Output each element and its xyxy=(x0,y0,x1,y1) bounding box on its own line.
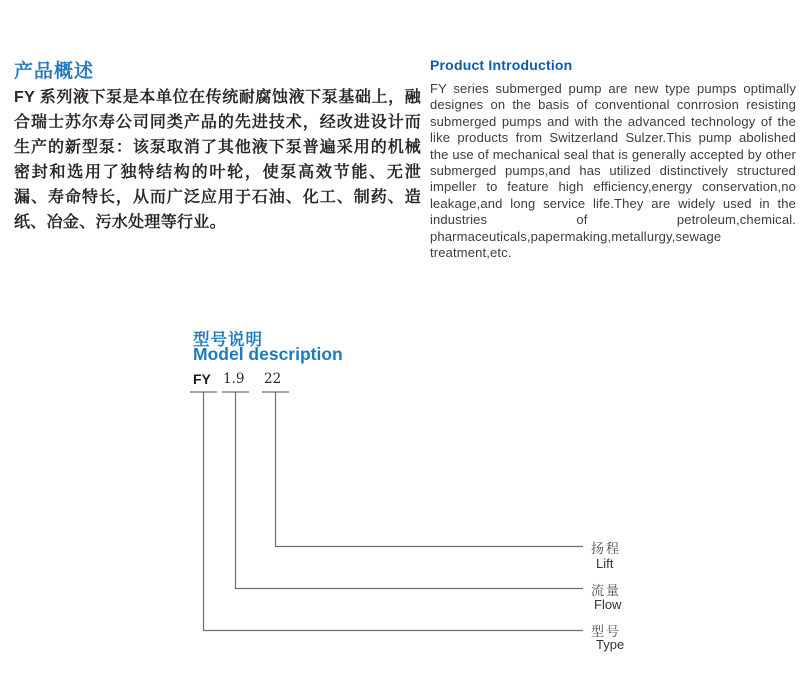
overview-heading-zh: 产品概述 xyxy=(14,61,95,82)
label-type-en: Type xyxy=(596,637,625,652)
overview-body-zh: FY 系列液下泵是本单位在传统耐腐蚀液下泵基础上，融合瑞士苏尔寿公司同类产品的先进技术，经改进设计而生产的新型泵：该泵取消了其他液下泵普遍采用的机械密封和选用了独特结构的叶轮，使泵高效节能、无泄漏、寿命特长，从而广泛应用于石油、化工、制药、造纸、冶金、污水处理等行业。 xyxy=(14,89,421,231)
label-flow-zh: 流量 xyxy=(591,583,622,598)
model-code-lift: 22 xyxy=(264,371,282,387)
introduction-body-en: FY series submerged pump are new type pumps optimally designes on the basis of conventional conrrosion resisting submerged pumps and with the advanced technology of the like products from Switzerland Sulzer.This pump abolished the use of mechanical seal that is generally accepted by other submerged pumps,and has utilized distinctively structured impeller to feature high efficiency,energy conservation,no leakage,and long service life.They are widely used in the industries of petroleum,chemical. pharmaceuticals,papermaking,metallurgy,sewage treatment,etc. xyxy=(430,81,796,261)
model-heading-zh: 型号说明 xyxy=(193,331,263,349)
model-heading-en: Model description xyxy=(193,344,343,364)
label-type-zh: 型号 xyxy=(591,624,622,639)
model-code-type: FY xyxy=(193,371,211,387)
introduction-heading-en: Product Introduction xyxy=(430,57,573,73)
label-lift-en: Lift xyxy=(596,556,614,571)
label-lift-zh: 扬程 xyxy=(591,541,622,556)
model-code-flow: 1.9 xyxy=(223,371,245,387)
label-flow-en: Flow xyxy=(594,597,622,612)
